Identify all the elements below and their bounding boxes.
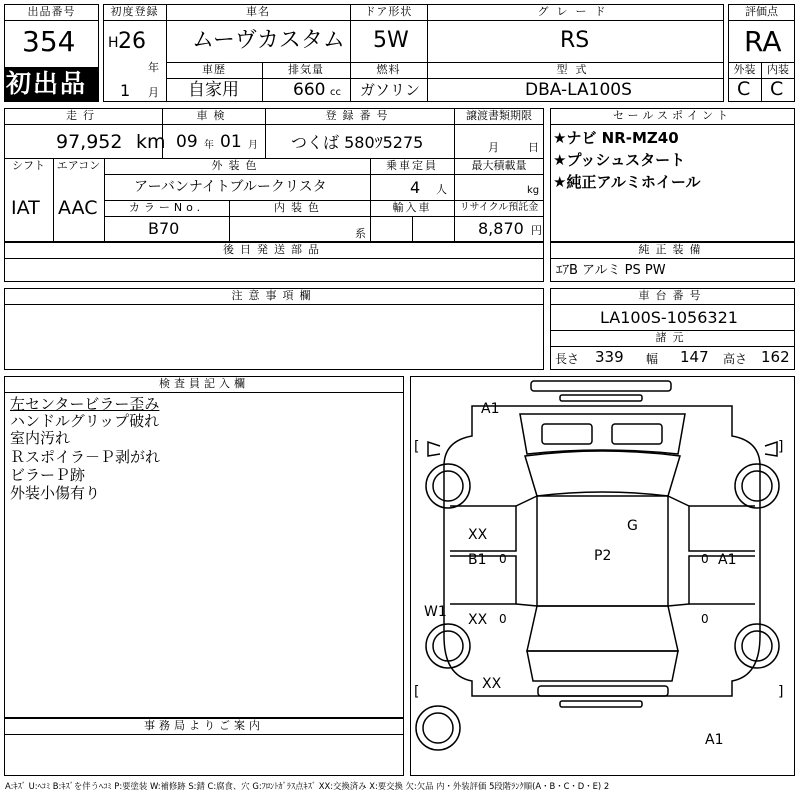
inspection-label: 車検 bbox=[196, 109, 231, 122]
ext-score-label: 外装 bbox=[733, 63, 756, 76]
capacity-unit: 人 bbox=[436, 183, 447, 196]
history-value: 自家用 bbox=[188, 80, 239, 100]
mileage-label: 走行 bbox=[66, 109, 100, 122]
zero-mark: 0 bbox=[701, 612, 709, 626]
fuel-value: ガソリン bbox=[360, 81, 421, 99]
zero-mark: 0 bbox=[701, 552, 709, 566]
int-score-value: C bbox=[770, 78, 784, 100]
lot-label: 出品番号 bbox=[27, 5, 76, 18]
equipment-value: ｴｱB アルミ PS PW bbox=[556, 263, 666, 278]
registration-era: H bbox=[108, 35, 119, 51]
inspection-month-unit: 月 bbox=[248, 140, 258, 151]
grade-label: グレード bbox=[537, 5, 614, 18]
equipment-label: 純正装備 bbox=[638, 243, 707, 256]
sales-point-item: ★プッシュスタート bbox=[553, 151, 686, 169]
ext-score-value: C bbox=[737, 78, 751, 100]
damage-mark: A1 bbox=[718, 552, 737, 568]
score-value: RA bbox=[744, 25, 782, 58]
inspector-label: 検査員記入欄 bbox=[159, 377, 249, 390]
sales-points-label: セールスポイント bbox=[612, 109, 732, 122]
bracket: [ bbox=[414, 684, 420, 700]
history-label: 車歴 bbox=[202, 63, 226, 76]
sales-point-item: ★ナビ NR-MZ40 bbox=[553, 129, 679, 147]
color-no-label: カラーNo. bbox=[128, 201, 205, 214]
shift-value: IAT bbox=[11, 197, 40, 219]
registration-year-unit: 年 bbox=[148, 61, 159, 74]
car-name: ムーヴカスタム bbox=[192, 28, 345, 53]
interior-color-label: 内装色 bbox=[274, 201, 325, 214]
inspection-month: 01 bbox=[220, 132, 242, 152]
capacity-value: 4 bbox=[410, 178, 421, 197]
damage-mark: XX bbox=[468, 527, 488, 543]
inspector-note: ビラーＰ跡 bbox=[10, 466, 86, 484]
fuel-label: 燃料 bbox=[376, 63, 401, 76]
grade-value: RS bbox=[560, 28, 590, 53]
displacement-unit: cc bbox=[330, 87, 341, 98]
damage-mark: XX bbox=[468, 612, 488, 628]
damage-mark: A1 bbox=[481, 401, 500, 417]
inspection-year: 09 bbox=[176, 132, 198, 152]
details-grid bbox=[4, 108, 544, 242]
load-label: 最大積載量 bbox=[471, 159, 527, 172]
length-label: 長さ bbox=[555, 352, 580, 366]
width-label: 幅 bbox=[646, 352, 659, 366]
aircon-label: エアコン bbox=[56, 159, 101, 172]
damage-mark: B1 bbox=[468, 552, 487, 568]
chassis-label: 車台番号 bbox=[638, 289, 707, 302]
mileage-value: 97,952 bbox=[56, 131, 123, 153]
height-label: 高さ bbox=[723, 352, 748, 366]
inspector-note: Ｒスポイラ－Ｐ剥がれ bbox=[10, 448, 161, 466]
exterior-color-value: アーバンナイトブルークリスタ bbox=[134, 179, 327, 195]
inspector-note: ハンドルグリップ破れ bbox=[10, 412, 160, 430]
capacity-label: 乗車定員 bbox=[386, 159, 438, 172]
inspection-year-unit: 年 bbox=[204, 140, 214, 151]
inspector-note: 左センタービラー歪み bbox=[10, 395, 160, 413]
later-parts-label: 後日発送部品 bbox=[223, 243, 325, 256]
specs-label: 諸元 bbox=[655, 331, 690, 344]
door-label: ドア形状 bbox=[364, 5, 413, 18]
import-label: 輸入車 bbox=[392, 201, 432, 214]
shift-label: シフト bbox=[12, 159, 45, 172]
inspector-note: 室内汚れ bbox=[10, 429, 71, 447]
model-value: DBA-LA100S bbox=[525, 80, 632, 100]
damage-mark: A1 bbox=[705, 732, 724, 748]
bracket: ] bbox=[778, 684, 784, 700]
width-value: 147 bbox=[680, 348, 709, 366]
door-value: 5W bbox=[373, 28, 409, 53]
displacement-value: 660 bbox=[293, 80, 326, 100]
first-listing-label: 初出品 bbox=[6, 69, 88, 98]
registration-month: 1 bbox=[120, 81, 131, 100]
plate-label: 登録番号 bbox=[325, 109, 394, 122]
sales-point-item: ★純正アルミホイール bbox=[553, 173, 701, 191]
legend: A:ｷｽﾞ U:ﾍｺﾐ B:ｷｽﾞを伴うﾍｺﾐ P:要塗装 W:補修跡 S:錆 C:腐食、穴 G:ﾌﾛﾝﾄｶﾞﾗｽ点ｷｽﾞ XX:交換済み X:要交換 欠:欠品 内・外装評価 5段階ﾗﾝｸ順(A・B・C・D・E) 2 bbox=[5, 781, 610, 791]
chassis-value: LA100S-1056321 bbox=[600, 308, 738, 327]
office-label: 事務局よりご案内 bbox=[144, 719, 264, 732]
inspector-note: 外装小傷有り bbox=[10, 484, 101, 502]
registration-year: 26 bbox=[118, 29, 146, 54]
plate-value: つくば 580ﾂ5275 bbox=[291, 133, 424, 152]
damage-mark: P2 bbox=[594, 548, 612, 564]
displacement-label: 排気量 bbox=[288, 63, 324, 76]
color-no-value: B70 bbox=[148, 219, 180, 238]
score-label: 評価点 bbox=[745, 5, 778, 18]
bracket: [ bbox=[414, 439, 420, 455]
model-label: 型式 bbox=[556, 63, 595, 76]
length-value: 339 bbox=[595, 348, 624, 366]
load-unit: kg bbox=[527, 185, 540, 196]
transfer-day-unit: 日 bbox=[528, 141, 539, 154]
exterior-color-label: 外装色 bbox=[211, 159, 263, 172]
lot-number: 354 bbox=[22, 25, 76, 58]
zero-mark: 0 bbox=[499, 552, 507, 566]
zero-mark: 0 bbox=[499, 612, 507, 626]
car-name-label: 車名 bbox=[246, 5, 270, 18]
height-value: 162 bbox=[761, 348, 790, 366]
recycle-label: リサイクル預託金 bbox=[459, 202, 539, 213]
recycle-value: 8,870 bbox=[478, 219, 524, 238]
int-score-label: 内装 bbox=[767, 63, 789, 76]
registration-label: 初度登録 bbox=[110, 5, 159, 18]
interior-color-unit: 系 bbox=[355, 227, 366, 240]
damage-mark: G bbox=[627, 518, 638, 534]
damage-mark: XX bbox=[482, 676, 502, 692]
notes-label: 注意事項欄 bbox=[231, 289, 317, 302]
aircon-value: AAC bbox=[58, 197, 98, 219]
mileage-unit: km bbox=[136, 131, 166, 153]
transfer-month-unit: 月 bbox=[488, 141, 499, 154]
transfer-label: 譲渡書類期限 bbox=[466, 109, 532, 122]
bracket: ] bbox=[778, 439, 784, 455]
car-diagram bbox=[410, 376, 795, 776]
registration-month-unit: 月 bbox=[148, 86, 159, 99]
recycle-unit: 円 bbox=[531, 224, 542, 237]
damage-mark: W1 bbox=[424, 604, 447, 620]
